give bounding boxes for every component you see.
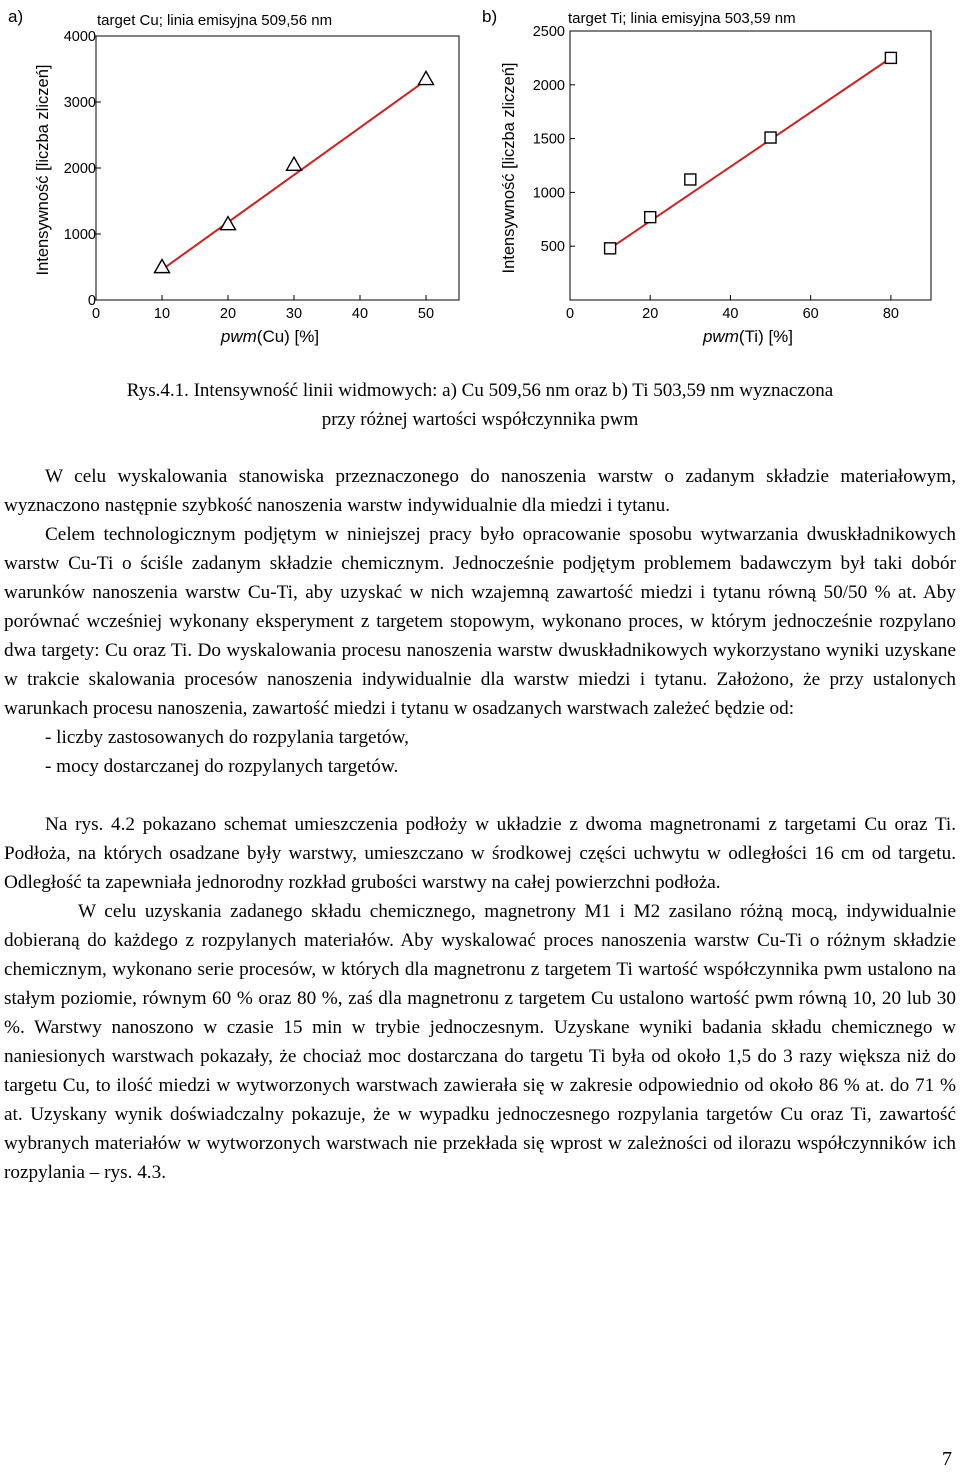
x-tick-label: 20 <box>642 306 659 322</box>
x-tick-label: 0 <box>565 306 575 322</box>
square-marker <box>885 52 896 63</box>
chart-b-panel-label: b) <box>482 7 498 26</box>
x-tick-label: 80 <box>882 306 899 322</box>
y-tick-label: 500 <box>540 239 565 256</box>
chart-b-ticks <box>570 31 891 300</box>
chart-a-x-axis-label-rest: (Cu) [%] <box>256 327 320 346</box>
x-tick-label: 0 <box>91 306 101 322</box>
chart-a-tick-labels <box>64 29 434 322</box>
x-tick-label: 60 <box>802 306 819 322</box>
y-tick-label: 0 <box>87 293 96 309</box>
square-marker <box>605 243 616 254</box>
chart-a-x-axis-label <box>220 327 319 346</box>
chart-a <box>8 7 459 346</box>
y-tick-label: 2000 <box>63 161 96 177</box>
square-marker <box>645 212 656 223</box>
chart-a-title: target Cu; linia emisyjna 509,56 nm <box>97 12 333 29</box>
square-marker <box>685 174 696 185</box>
chart-b-title: target Ti; linia emisyjna 503,59 nm <box>568 10 796 27</box>
figure-caption <box>0 376 960 434</box>
chart-a-x-axis-label-italic: pwm <box>220 327 257 346</box>
fit-line <box>162 80 426 269</box>
y-tick-label: 1000 <box>63 227 96 243</box>
y-tick-label: 4000 <box>63 29 96 45</box>
y-tick-label: 3000 <box>63 95 96 111</box>
page-number: 7 <box>942 1448 952 1470</box>
list-item: - liczby zastosowanych do rozpylania targetów, <box>45 727 409 748</box>
chart-b-x-axis-label-italic: pwm <box>702 327 739 346</box>
chart-b-tick-labels <box>533 24 899 322</box>
chart-b-x-axis-label <box>702 327 793 346</box>
body-text <box>4 462 956 1187</box>
chart-a-y-axis-label: Intensywność [liczba zliczeń] <box>34 64 52 276</box>
x-tick-label: 20 <box>219 306 237 322</box>
chart-a-plot-frame <box>96 36 459 300</box>
list-item: - mocy dostarczanej do rozpylanych targetów. <box>45 756 399 777</box>
chart-b-plot-frame <box>570 31 931 300</box>
y-tick-label: 1000 <box>532 185 565 202</box>
x-tick-label: 10 <box>153 306 171 322</box>
x-tick-label: 40 <box>351 306 369 322</box>
paragraph: Na rys. 4.2 pokazano schemat umieszczenia podłoży w układzie z dwoma magnetronami z targetami Cu oraz Ti. Podłoża, na których osadzane były warstwy, umieszczano w środkowej części uchwytu w odległości 16 cm od targetu. Odległość ta zapewniała jednorodny rozkład grubości warstwy na całej powierzchni podłoża. <box>4 814 956 893</box>
chart-a-markers <box>155 71 434 272</box>
chart-a-fit-line <box>162 80 426 269</box>
x-tick-label: 30 <box>285 306 303 322</box>
paragraph: W celu wyskalowania stanowiska przeznaczonego do nanoszenia warstw o zadanym składzie materiałowym, wyznaczono następnie szybkość nanoszenia warstw indywidualnie dla miedzi i tytanu. <box>4 466 956 516</box>
paragraph: W celu uzyskania zadanego składu chemicznego, magnetrony M1 i M2 zasilano różną mocą, indywidualnie dobieraną do każdego z rozpylanych materiałów. Aby wyskalować proces nanoszenia warstw Cu-Ti o różnym składzie chemicznym, wykonano serie procesów, w których dla magnetronu z targetem Ti wartość współczynnika pwm ustalono na stałym poziomie, równym 60 % oraz 80 %, zaś dla magnetronu z targetem Cu ustalono wartość pwm równą 10, 20 lub 30 %. Warstwy nanoszono w czasie 15 min w trybie jednoczesnym. Uzyskane wyniki badania składu chemicznego w naniesionych warstwach pokazały, że chociaż moc dostarczana do targetu Ti była od około 1,5 do 3 razy większa niż do targetu Cu, to ilość miedzi w wytworzonych warstwach zawierała się w zakresie odpowiednio od około 86 % at. do 71 % at. Uzyskany wynik doświadczalny pokazuje, że w wypadku jednoczesnego rozpylania targetów Cu oraz Ti, zawartość wybranych materiałów w wytworzonych warstwach nie przekłada się wprost w zależności od ilorazu współczynników ich rozpylania – rys. 4.3. <box>4 901 956 1183</box>
caption-line-2: przy różnej wartości współczynnika pwm <box>321 409 639 430</box>
square-marker <box>765 132 776 143</box>
x-tick-label: 40 <box>722 306 739 322</box>
triangle-marker <box>419 71 434 84</box>
y-tick-label: 2500 <box>532 24 565 40</box>
chart-b-y-axis-label: Intensywność [liczba zliczeń] <box>500 62 518 274</box>
caption-line-1: Rys.4.1. Intensywność linii widmowych: a) Cu 509,56 nm oraz b) Ti 503,59 nm wyznaczona <box>126 380 834 401</box>
triangle-marker <box>287 157 302 170</box>
chart-b <box>482 7 931 346</box>
y-tick-label: 1500 <box>532 131 565 148</box>
x-tick-label: 50 <box>417 306 435 322</box>
paragraph: Celem technologicznym podjętym w niniejszej pracy było opracowanie sposobu wytwarzania dwuskładnikowych warstw Cu-Ti o ściśle zadanym składzie chemicznym. Jednocześnie podjętym problemem badawczym był taki dobór warunków nanoszenia warstw Cu-Ti, aby uzyskać w nich wzajemną zawartość miedzi i tytanu równą 50/50 % at. Aby porównać wcześniej wykonany eksperyment z targetem stopowym, wykonano proces, w którym jednocześnie rozpylano dwa targety: Cu oraz Ti. Do wyskalowania procesu nanoszenia warstw dwuskładnikowych wykorzystano wyniki uzyskane w trakcie skalowania procesów nanoszenia indywidualnie dla warstw miedzi i tytanu. Założono, że przy ustalonych warunkach procesu nanoszenia, zawartość miedzi i tytanu w osadzanych warstwach zależeć będzie od: <box>4 524 956 719</box>
chart-b-x-axis-label-rest: (Ti) [%] <box>738 327 794 346</box>
chart-a-panel-label: a) <box>8 7 24 26</box>
figure-4-1 <box>0 0 960 360</box>
chart-a-ticks <box>96 36 426 300</box>
y-tick-label: 2000 <box>532 77 565 94</box>
